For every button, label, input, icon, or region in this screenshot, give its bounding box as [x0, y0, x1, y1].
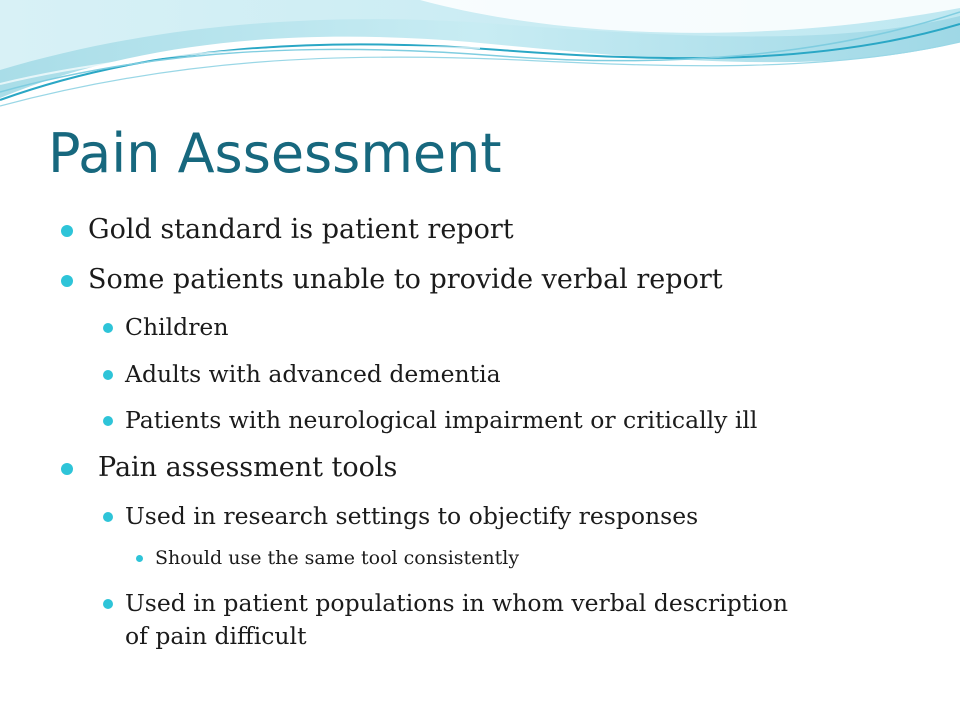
bullet-item — [88, 262, 723, 298]
bullet-text: Adults with advanced dementia — [125, 360, 501, 388]
bullet-item — [88, 212, 514, 248]
bullet-item — [125, 359, 501, 389]
bullet-item — [125, 588, 788, 618]
bullet-dot-icon — [103, 323, 113, 333]
bullet-dot-icon — [103, 370, 113, 380]
bullet-text: Used in research settings to objectify responses — [125, 502, 699, 530]
bullet-dot-icon — [136, 555, 143, 562]
bullet-dot-icon — [61, 463, 73, 475]
bullet-item — [98, 450, 397, 486]
bullet-continuation — [125, 621, 307, 651]
bullet-text: Gold standard is patient report — [88, 214, 514, 245]
bullet-text: of pain difficult — [125, 622, 307, 650]
bullet-dot-icon — [103, 599, 113, 609]
bullet-item — [125, 501, 698, 531]
bullet-item — [125, 405, 757, 435]
slide-title: Pain Assessment — [48, 122, 502, 185]
bullet-dot-icon — [103, 512, 113, 522]
bullet-text: Patients with neurological impairment or critically ill — [125, 406, 758, 434]
bullet-dot-icon — [61, 225, 73, 237]
bullet-text: Children — [125, 313, 229, 341]
bullet-item — [155, 545, 519, 571]
decorative-wave-header — [0, 0, 960, 120]
bullet-item — [125, 312, 228, 342]
bullet-dot-icon — [61, 275, 73, 287]
bullet-text: Used in patient populations in whom verbal description — [125, 589, 788, 617]
bullet-dot-icon — [103, 416, 113, 426]
bullet-text: Pain assessment tools — [98, 452, 398, 483]
bullet-text: Should use the same tool consistently — [155, 547, 520, 569]
bullet-text: Some patients unable to provide verbal report — [88, 264, 723, 295]
